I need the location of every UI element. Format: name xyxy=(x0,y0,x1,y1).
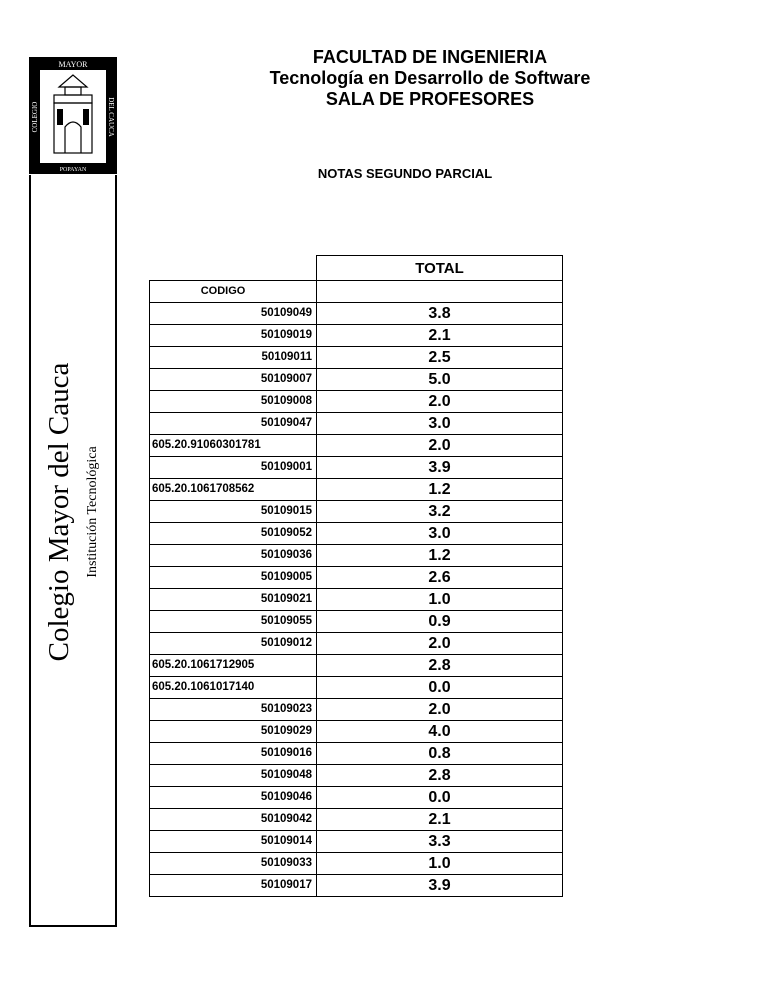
total-cell: 1.0 xyxy=(317,853,563,875)
code-cell: 50109014 xyxy=(150,831,317,853)
total-cell: 0.0 xyxy=(317,677,563,699)
code-cell: 50109017 xyxy=(150,875,317,897)
total-cell: 3.9 xyxy=(317,457,563,479)
faculty-title: FACULTAD DE INGENIERIA xyxy=(312,47,548,67)
code-header: CODIGO xyxy=(150,281,317,303)
code-cell: 50109052 xyxy=(150,523,317,545)
total-cell: 2.0 xyxy=(317,633,563,655)
table-row xyxy=(150,853,563,875)
total-cell: 2.0 xyxy=(317,699,563,721)
code-cell: 50109008 xyxy=(150,391,317,413)
code-cell: 50109016 xyxy=(150,743,317,765)
code-cell: 50109021 xyxy=(150,589,317,611)
code-cell: 50109011 xyxy=(150,347,317,369)
total-cell: 2.0 xyxy=(317,435,563,457)
table-row xyxy=(150,391,563,413)
code-cell: 50109055 xyxy=(150,611,317,633)
table-row xyxy=(150,501,563,523)
table-row xyxy=(150,523,563,545)
total-cell: 2.1 xyxy=(317,325,563,347)
code-cell: 50109029 xyxy=(150,721,317,743)
total-cell: 0.8 xyxy=(317,743,563,765)
total-cell: 2.6 xyxy=(317,567,563,589)
table-row xyxy=(150,347,563,369)
code-cell: 50109047 xyxy=(150,413,317,435)
logo-top-text: MAYOR xyxy=(58,60,88,69)
code-cell: 605.20.91060301781 xyxy=(150,435,317,457)
total-cell: 3.3 xyxy=(317,831,563,853)
institution-name: Colegio Mayor del Cauca xyxy=(43,362,75,662)
code-cell: 50109023 xyxy=(150,699,317,721)
total-cell: 1.2 xyxy=(317,479,563,501)
table-row xyxy=(150,325,563,347)
code-cell: 50109046 xyxy=(150,787,317,809)
header-blank-cell xyxy=(150,256,317,281)
subheader-blank-cell xyxy=(317,281,563,303)
table-header-row xyxy=(150,256,563,281)
table-row xyxy=(150,589,563,611)
total-cell: 0.9 xyxy=(317,611,563,633)
code-cell: 50109033 xyxy=(150,853,317,875)
table-row xyxy=(150,479,563,501)
code-cell: 605.20.1061708562 xyxy=(150,479,317,501)
table-row xyxy=(150,545,563,567)
table-row xyxy=(150,413,563,435)
total-cell: 5.0 xyxy=(317,369,563,391)
table-row xyxy=(150,699,563,721)
table-row xyxy=(150,655,563,677)
code-cell: 50109042 xyxy=(150,809,317,831)
grades-table xyxy=(149,255,563,897)
code-cell: 50109005 xyxy=(150,567,317,589)
table-row xyxy=(150,567,563,589)
table-row xyxy=(150,303,563,325)
total-cell: 3.9 xyxy=(317,875,563,897)
total-cell: 1.2 xyxy=(317,545,563,567)
logo-left-text: COLEGIO xyxy=(31,101,39,133)
total-cell: 2.8 xyxy=(317,765,563,787)
code-cell: 50109015 xyxy=(150,501,317,523)
institution-logo xyxy=(29,57,117,174)
table-row xyxy=(150,457,563,479)
code-cell: 50109012 xyxy=(150,633,317,655)
code-cell: 50109001 xyxy=(150,457,317,479)
total-cell: 2.1 xyxy=(317,809,563,831)
program-title: Tecnología en Desarrollo de Software xyxy=(269,68,591,88)
table-subheader-row xyxy=(150,281,563,303)
total-cell: 0.0 xyxy=(317,787,563,809)
table-row xyxy=(150,633,563,655)
logo-bottom-text: POPAYAN xyxy=(59,167,87,173)
code-cell: 605.20.1061017140 xyxy=(150,677,317,699)
total-cell: 2.8 xyxy=(317,655,563,677)
table-row xyxy=(150,369,563,391)
table-row xyxy=(150,831,563,853)
table-row xyxy=(150,809,563,831)
table-row xyxy=(150,611,563,633)
code-cell: 605.20.1061712905 xyxy=(150,655,317,677)
table-row xyxy=(150,743,563,765)
total-cell: 3.2 xyxy=(317,501,563,523)
table-row xyxy=(150,677,563,699)
total-cell: 3.0 xyxy=(317,523,563,545)
code-cell: 50109048 xyxy=(150,765,317,787)
total-cell: 3.0 xyxy=(317,413,563,435)
total-cell: 2.5 xyxy=(317,347,563,369)
table-row xyxy=(150,765,563,787)
table-row xyxy=(150,787,563,809)
total-cell: 1.0 xyxy=(317,589,563,611)
total-cell: 3.8 xyxy=(317,303,563,325)
logo-right-text: DEL CAUCA xyxy=(107,97,115,137)
table-row xyxy=(150,721,563,743)
code-cell: 50109019 xyxy=(150,325,317,347)
total-header: TOTAL xyxy=(317,256,563,281)
total-cell: 2.0 xyxy=(317,391,563,413)
table-row xyxy=(150,435,563,457)
code-cell: 50109049 xyxy=(150,303,317,325)
sidebar-institution-text xyxy=(38,340,108,685)
document-subtitle: NOTAS SEGUNDO PARCIAL xyxy=(317,166,493,181)
total-cell: 4.0 xyxy=(317,721,563,743)
code-cell: 50109036 xyxy=(150,545,317,567)
room-title: SALA DE PROFESORES xyxy=(325,89,535,109)
code-cell: 50109007 xyxy=(150,369,317,391)
table-row xyxy=(150,875,563,897)
institution-type: Institución Tecnológica xyxy=(85,446,100,578)
